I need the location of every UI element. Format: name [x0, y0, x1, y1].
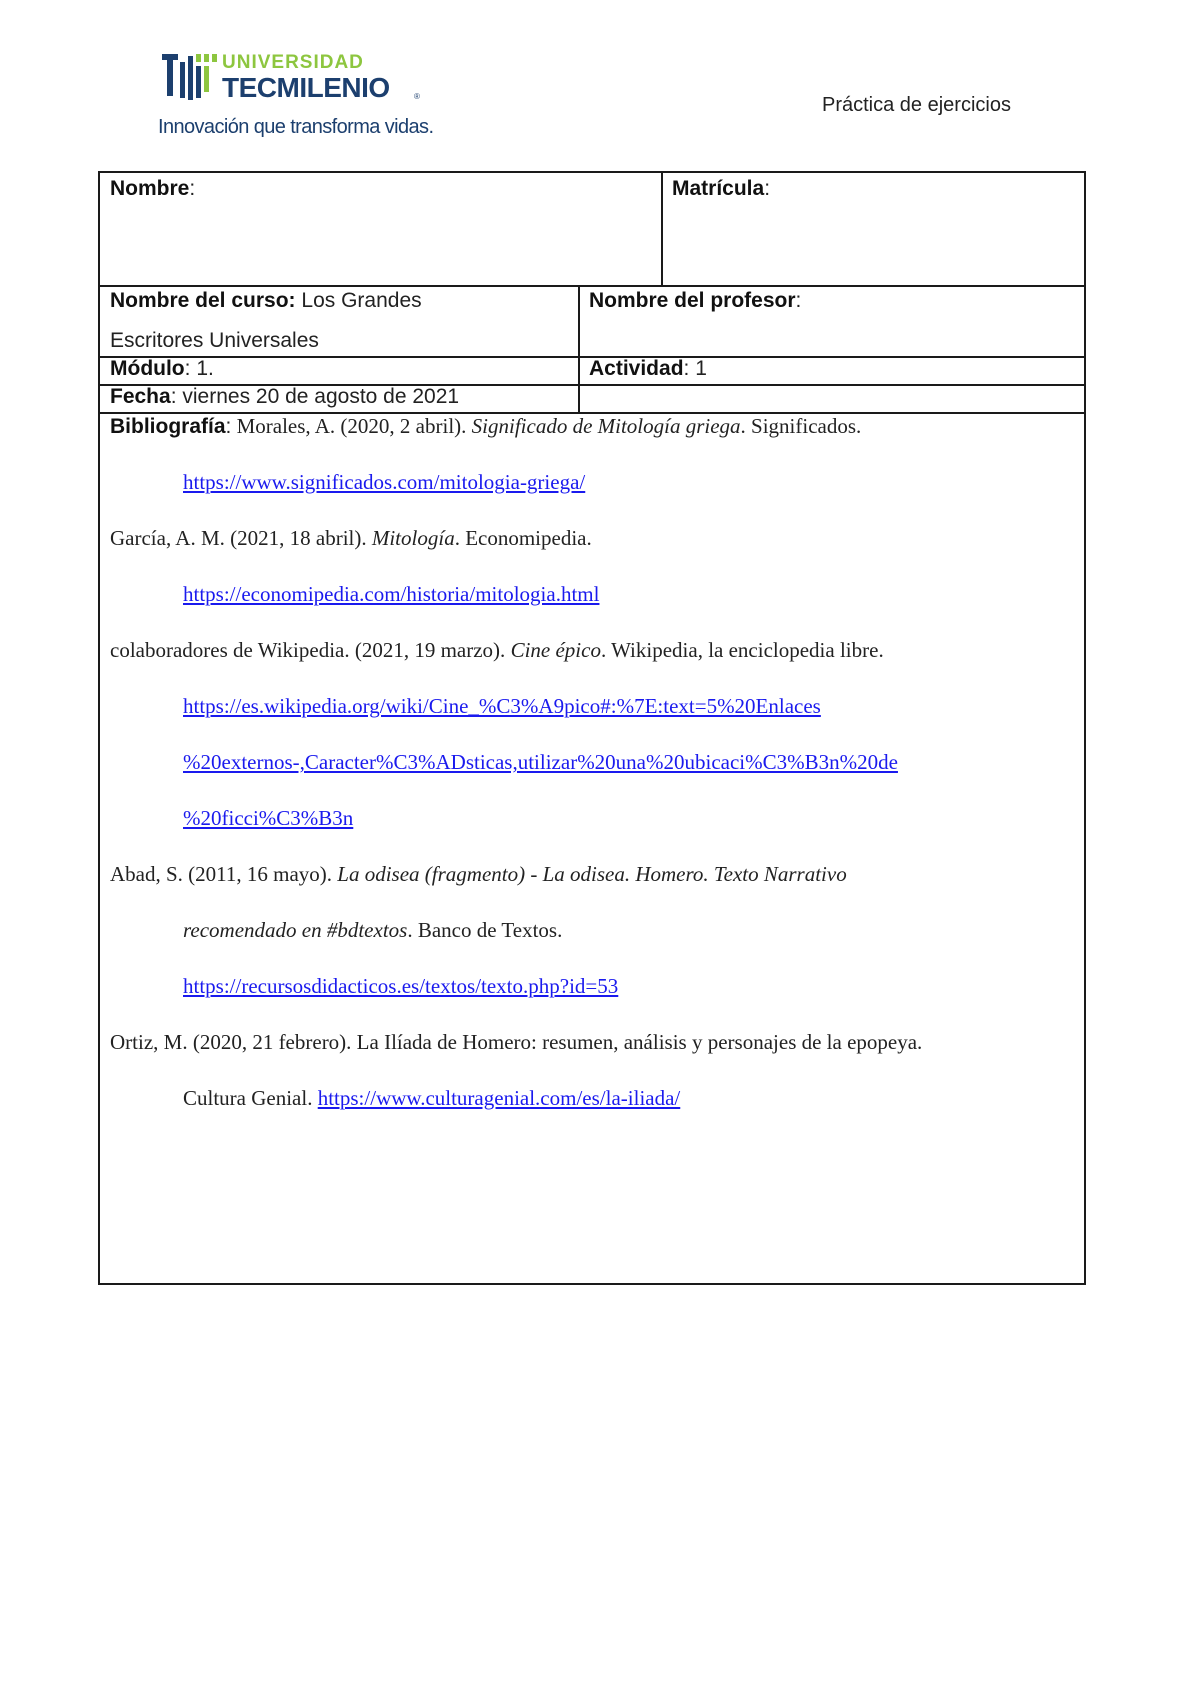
reference-4-url-line: [110, 971, 1070, 1027]
reference-3-link-part-2[interactable]: %20externos-,Caracter%C3%ADsticas,utilizar%20una%20ubicaci%C3%B3n%20de: [183, 750, 898, 774]
reference-4-citation-cont: [110, 915, 1070, 971]
reference-2-link[interactable]: https://economipedia.com/historia/mitologia.html: [183, 582, 600, 606]
reference-3-publisher: . Wikipedia, la enciclopedia libre.: [600, 638, 884, 662]
reference-2-citation: [110, 523, 1070, 579]
reference-2-title: Mitología: [371, 526, 455, 550]
bibliografia-label: Bibliografía: [110, 415, 226, 438]
fecha-value: viernes 20 de agosto de 2021: [182, 385, 460, 408]
reference-1-authors: Morales, A. (2020, 2 abril).: [236, 414, 472, 438]
reference-4-citation: [110, 859, 1070, 915]
curso-label: Nombre del curso:: [110, 289, 296, 312]
column-divider: [661, 173, 663, 285]
nombre-field[interactable]: Nombre:: [110, 177, 196, 200]
reference-3-url-line-1: [110, 691, 1070, 747]
reference-5-publisher: Cultura Genial.: [183, 1086, 318, 1110]
reference-3-link-part-1[interactable]: https://es.wikipedia.org/wiki/Cine_%C3%A9pico#:%7E:text=5%20Enlaces: [183, 694, 821, 718]
curso-field[interactable]: [110, 281, 422, 321]
reference-4-publisher: . Banco de Textos.: [407, 918, 563, 942]
curso-value-line-2: Escritores Universales: [110, 329, 319, 352]
reference-5-link[interactable]: https://www.culturagenial.com/es/la-iliada/: [317, 1086, 681, 1110]
reference-4-title-line-2: recomendado en #bdtextos: [183, 918, 408, 942]
logo-university-text: UNIVERSIDAD: [222, 52, 364, 73]
tecmilenio-logo-mark-icon: [160, 52, 222, 106]
logo-registered-mark: ®: [414, 92, 420, 101]
reference-5-text: Ortiz, M. (2020, 21 febrero). La Ilíada de Homero: resumen, análisis y personajes de la epopeya.: [110, 1030, 923, 1054]
logo-tagline: Innovación que transforma vidas.: [158, 116, 434, 138]
profesor-field[interactable]: Nombre del profesor:: [589, 289, 802, 312]
bibliography-section: [110, 411, 1070, 1139]
student-info-form: [98, 171, 1086, 1285]
logo-name-text: TECMILENIO: [222, 72, 390, 103]
university-logo: [158, 52, 438, 144]
reference-1-publisher: . Significados.: [740, 414, 862, 438]
reference-5-citation: [110, 1027, 1070, 1083]
profesor-label: Nombre del profesor: [589, 289, 796, 312]
reference-4-authors: Abad, S. (2011, 16 mayo).: [110, 862, 338, 886]
reference-3-authors: colaboradores de Wikipedia. (2021, 19 marzo).: [110, 638, 511, 662]
nombre-label: Nombre: [110, 177, 190, 200]
reference-1-link[interactable]: https://www.significados.com/mitologia-griega/: [183, 470, 586, 494]
modulo-field[interactable]: Módulo: 1.: [110, 357, 214, 380]
actividad-label: Actividad: [589, 357, 684, 380]
modulo-value: 1.: [196, 357, 214, 380]
fecha-field[interactable]: Fecha: viernes 20 de agosto de 2021: [110, 385, 460, 408]
column-divider: [578, 285, 580, 412]
matricula-label: Matrícula: [672, 177, 765, 200]
reference-1-citation: Bibliografía: Morales, A. (2020, 2 abril). Significado de Mitología griega. Significados.: [110, 414, 862, 438]
reference-4-title-line-1: La odisea (fragmento) - La odisea. Homero. Texto Narrativo: [337, 862, 847, 886]
reference-1-url-line: [110, 467, 1070, 523]
reference-4-link[interactable]: https://recursosdidacticos.es/textos/texto.php?id=53: [183, 974, 619, 998]
reference-3-citation: [110, 635, 1070, 691]
reference-5-url-line: [110, 1083, 1070, 1139]
reference-2-authors: García, A. M. (2021, 18 abril).: [110, 526, 372, 550]
fecha-label: Fecha: [110, 385, 171, 408]
modulo-label: Módulo: [110, 357, 185, 380]
actividad-value: 1: [695, 357, 707, 380]
document-type-label: Práctica de ejercicios: [822, 94, 1011, 116]
reference-3-link-part-3[interactable]: %20ficci%C3%B3n: [183, 806, 354, 830]
reference-2-url-line: [110, 579, 1070, 635]
actividad-field[interactable]: Actividad: 1: [589, 357, 707, 380]
reference-3-title: Cine épico: [510, 638, 601, 662]
reference-3-url-line-3: [110, 803, 1070, 859]
reference-2-publisher: . Economipedia.: [454, 526, 592, 550]
curso-value-line-1: Los Grandes: [301, 289, 422, 312]
matricula-field[interactable]: Matrícula:: [672, 177, 771, 200]
reference-1-title: Significado de Mitología griega: [471, 414, 741, 438]
reference-3-url-line-2: [110, 747, 1070, 803]
